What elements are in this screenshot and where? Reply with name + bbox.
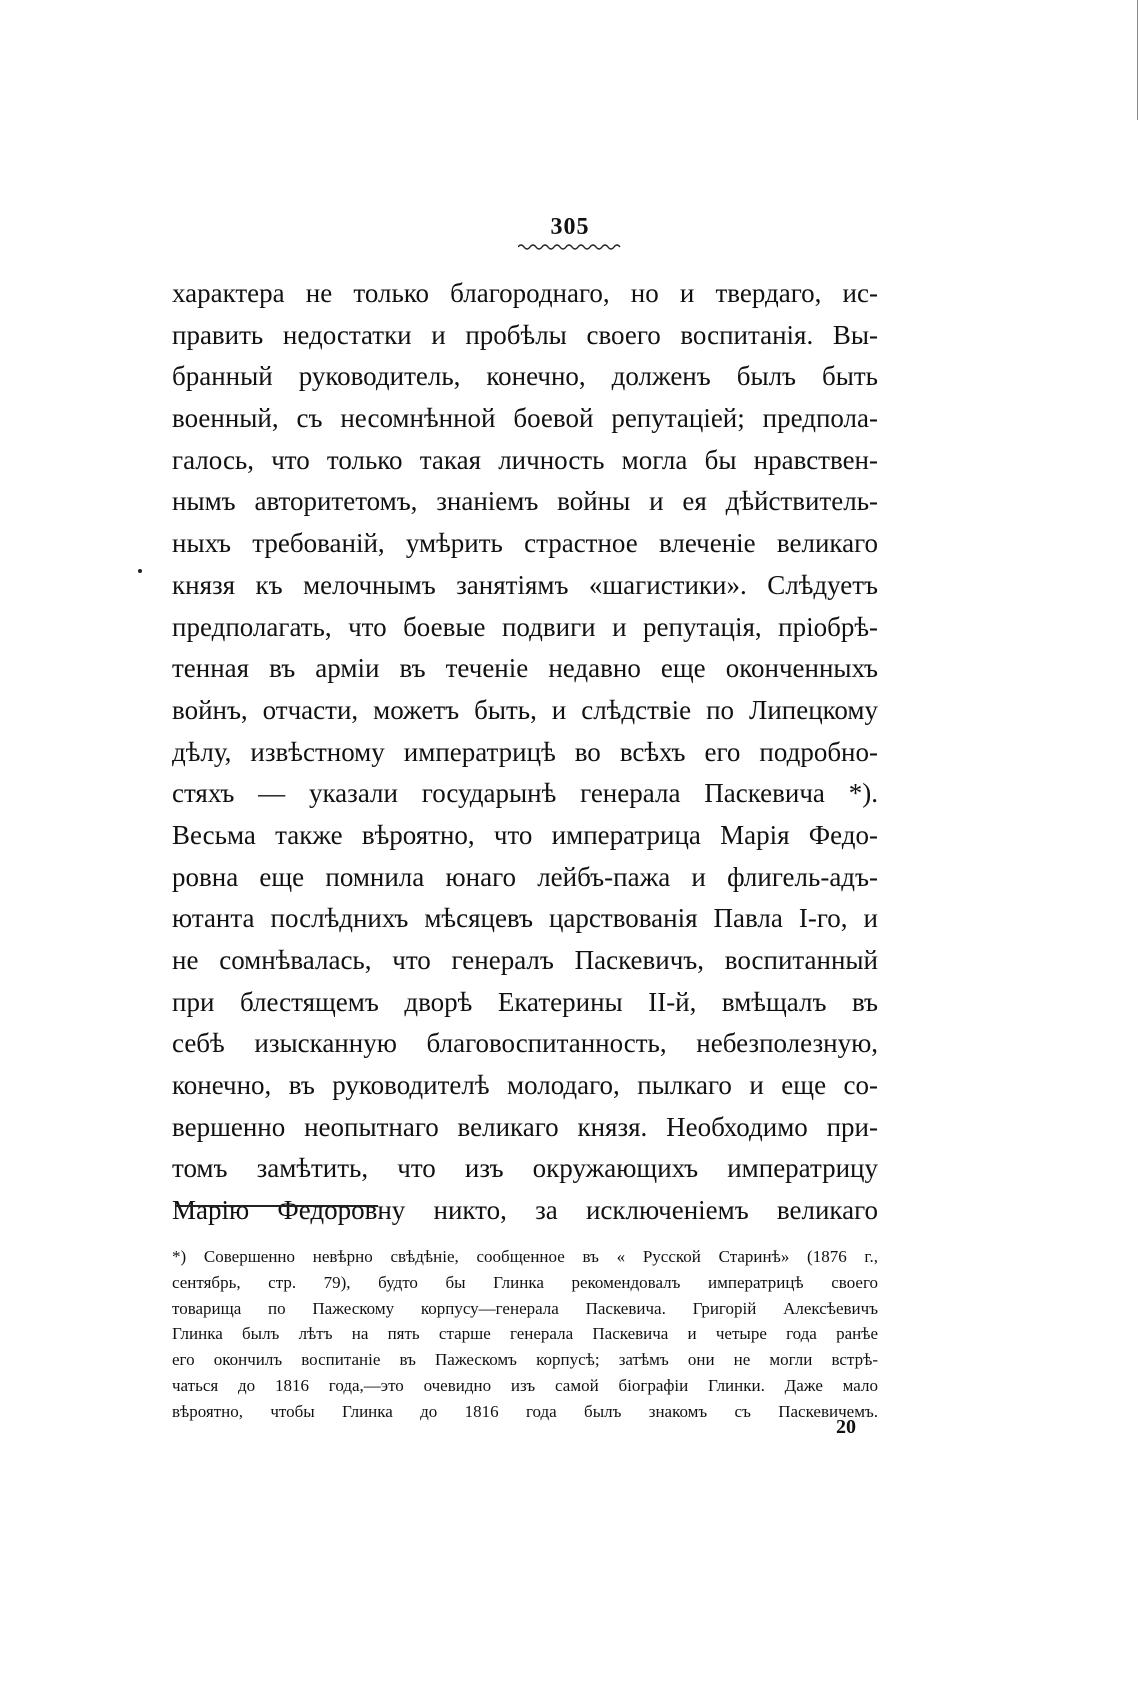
page-number: 305 [550, 214, 590, 240]
wavy-underline [518, 243, 622, 251]
text-line: предполагать, что боевые подвиги и репутація, пріобрѣ- [172, 611, 878, 642]
text-line: вершенно неопытнаго великаго князя. Необходимо при- [172, 1111, 878, 1142]
text-line: войнъ, отчасти, можетъ быть, и слѣдствіе по Липецкому [172, 694, 878, 725]
text-line: ныхъ требованій, умѣрить страстное влеченіе великаго [172, 528, 878, 559]
footnote-line: товарища по Пажескому корпусу—генерала Паскевича. Григорій Алексѣевичъ [172, 1298, 878, 1318]
footnote-line: Глинка былъ лѣтъ на пять старше генерала Паскевича и четыре года ранѣе [172, 1324, 878, 1344]
signature-mark: 20 [836, 1416, 856, 1438]
text-line: себѣ изысканную благовоспитанность, небезполезную, [172, 1028, 878, 1059]
text-line: при блестящемъ дворѣ Екатерины II-й, вмѣщалъ въ [172, 986, 878, 1017]
page-header [0, 214, 1140, 251]
text-line: тенная въ арміи въ теченіе недавно еще оконченныхъ [172, 653, 878, 684]
margin-dot [138, 569, 142, 573]
text-line: ютанта послѣднихъ мѣсяцевъ царствованія Павла I-го, и [172, 903, 878, 934]
text-line: галось, что только такая личность могла бы нравствен- [172, 444, 878, 475]
text-line: дѣлу, извѣстному императрицѣ во всѣхъ его подробно- [172, 736, 878, 767]
text-line: князя къ мелочнымъ занятіямъ «шагистики». Слѣдуетъ [172, 569, 878, 600]
text-line: нымъ авторитетомъ, знаніемъ войны и ея дѣйствитель- [172, 486, 878, 517]
text-line: Марію Федоровну никто, за исключеніемъ великаго [172, 1195, 878, 1226]
scan-edge-line [1137, 0, 1138, 120]
text-line: не сомнѣвалась, что генералъ Паскевичъ, воспитанный [172, 945, 878, 975]
text-line: править недостатки и пробѣлы своего воспитанія. Вы- [172, 319, 878, 350]
text-line: характера не только благороднаго, но и твердаго, ис- [172, 278, 878, 308]
footnote-rule [176, 1205, 378, 1207]
footnote-line: его окончилъ воспитаніе въ Пажескомъ корпусѣ; затѣмъ они не могли встрѣ- [172, 1350, 878, 1370]
footnote-line: сентябрь, стр. 79), будто бы Глинка рекомендовалъ императрицѣ своего [172, 1272, 878, 1292]
footnote [172, 1244, 878, 1425]
main-text [172, 273, 878, 1232]
text-line: Весьма также вѣроятно, что императрица Марія Федо- [172, 819, 878, 850]
text-line: конечно, въ руководителѣ молодаго, пылкаго и еще со- [172, 1070, 878, 1101]
footnote-line: *) Совершенно невѣрно свѣдѣніе, сообщенное въ « Русской Старинѣ» (1876 г., [172, 1247, 878, 1266]
footnote-line: чаться до 1816 года,—это очевидно изъ самой біографіи Глинки. Даже мало [172, 1375, 878, 1395]
text-line: стяхъ — указали государынѣ генерала Паскевича *). [172, 778, 878, 809]
text-line: бранный руководитель, конечно, долженъ былъ быть [172, 361, 878, 392]
text-line: военный, съ несомнѣнной боевой репутаціей; предпола- [172, 403, 878, 434]
text-line: ровна еще помнила юнаго лейбъ-пажа и флигель-адъ- [172, 861, 878, 892]
footnote-line: вѣроятно, чтобы Глинка до 1816 года былъ знакомъ съ Паскевичемъ. [172, 1401, 878, 1421]
text-line: томъ замѣтить, что изъ окружающихъ императрицу [172, 1153, 878, 1184]
